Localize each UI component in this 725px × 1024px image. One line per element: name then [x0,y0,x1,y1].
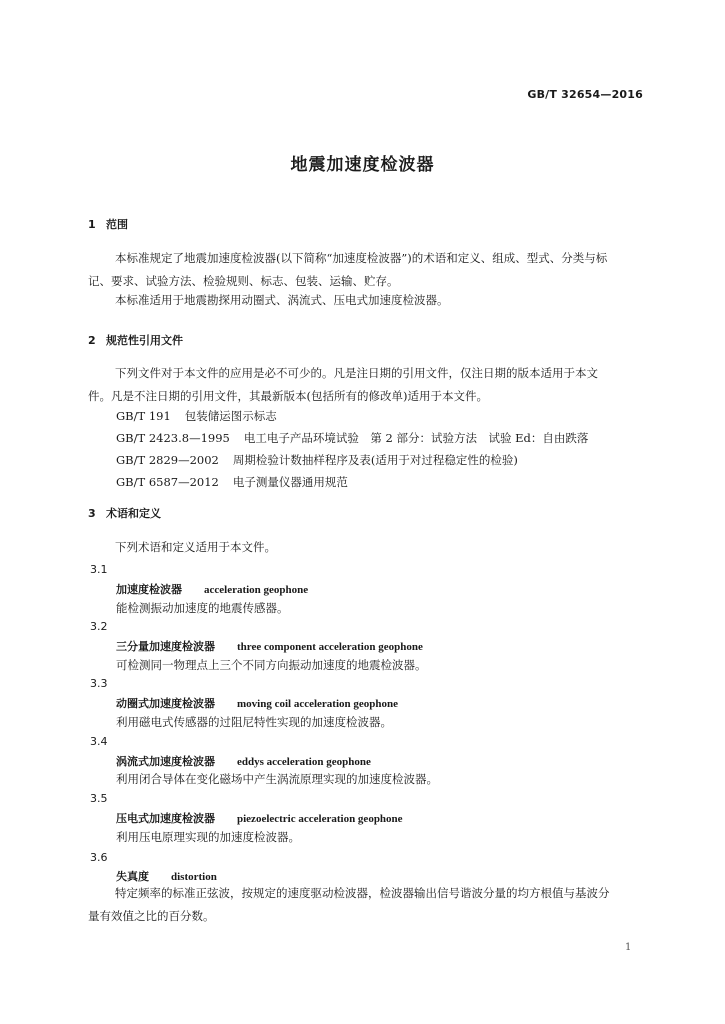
paragraph-line: 特定频率的标准正弦波，按规定的速度驱动检波器，检波器输出信号谐波分量的均方根值与基波分 [115,886,610,900]
paragraph-line: 本标准规定了地震加速度检波器(以下简称“加速度检波器”)的术语和定义、组成、型式、分类与标 [115,251,608,265]
term-zh: 三分量加速度检波器 [116,640,215,653]
reference-code: GB/T 2829—2002 [116,453,219,467]
reference-title: 包装储运图示标志 [184,409,277,423]
term-definition: 可检测同一物理点上三个不同方向振动加速度的地震检波器。 [116,658,427,672]
paragraph-line: 量有效值之比的百分数。 [88,909,215,923]
term-en: distortion [171,871,217,883]
term-definition: 利用闭合导体在变化磁场中产生涡流原理实现的加速度检波器。 [116,772,438,786]
section-3-intro [88,536,648,559]
section-1-paragraph-2 [88,289,648,312]
section-number: 1 [88,218,96,231]
reference-code: GB/T 191 [116,409,171,423]
section-2-heading [88,332,183,348]
term-definition: 利用压电原理实现的加速度检波器。 [116,830,300,844]
term-number: 3.3 [90,677,108,690]
page-number: 1 [625,942,632,953]
term-zh: 失真度 [116,870,149,883]
section-2-paragraph-1 [88,362,648,408]
term-definition: 能检测振动加速度的地震传感器。 [116,601,289,615]
section-title: 规范性引用文件 [106,334,183,347]
term-en: piezoelectric acceleration geophone [237,813,403,825]
term-zh: 涡流式加速度检波器 [116,755,215,768]
term-number: 3.1 [90,563,108,576]
term-number: 3.5 [90,792,108,805]
section-title: 术语和定义 [106,507,161,520]
term-zh: 压电式加速度检波器 [116,812,215,825]
term-heading [116,695,398,711]
reference-code: GB/T 2423.8—1995 [116,431,230,445]
paragraph-line: 件。凡是不注日期的引用文件，其最新版本(包括所有的修改单)适用于本文件。 [88,389,488,403]
reference-title: 电工电子产品环境试验 第 2 部分：试验方法 试验 Ed：自由跌落 [243,431,589,445]
term-en: three component acceleration geophone [237,641,423,653]
term-heading [116,810,403,826]
term-number: 3.2 [90,620,108,633]
term-en: eddys acceleration geophone [237,756,371,768]
paragraph-line: 下列文件对于本文件的应用是必不可少的。凡是注日期的引用文件，仅注日期的版本适用于本文 [115,366,598,380]
section-1-paragraph-1 [88,247,648,293]
term-en: acceleration geophone [204,584,309,596]
section-number: 3 [88,507,96,520]
term-definition [88,882,648,928]
paragraph-line: 下列术语和定义适用于本文件。 [115,540,276,554]
reference-item [116,408,277,424]
term-definition: 利用磁电式传感器的过阻尼特性实现的加速度检波器。 [116,715,392,729]
term-heading [116,638,423,654]
reference-title: 周期检验计数抽样程序及表(适用于对过程稳定性的检验) [232,453,518,467]
paragraph-line: 本标准适用于地震勘探用动圈式、涡流式、压电式加速度检波器。 [115,293,449,307]
term-en: moving coil acceleration geophone [237,698,399,710]
term-number: 3.6 [90,851,108,864]
reference-code: GB/T 6587—2012 [116,475,219,489]
term-heading [116,581,308,597]
term-heading [116,753,371,769]
term-zh: 动圈式加速度检波器 [116,697,215,710]
paragraph-line: 记、要求、试验方法、检验规则、标志、包装、运输、贮存。 [88,274,399,288]
section-1-heading [88,216,128,232]
reference-item [116,430,588,446]
section-title: 范围 [106,218,128,231]
section-number: 2 [88,334,96,347]
reference-title: 电子测量仪器通用规范 [232,475,348,489]
section-3-heading [88,505,161,521]
standard-number: GB/T 32654—2016 [527,88,643,101]
term-zh: 加速度检波器 [116,583,182,596]
reference-item [116,474,348,490]
reference-item [116,452,518,468]
term-number: 3.4 [90,735,108,748]
document-title: 地震加速度检波器 [290,155,435,175]
